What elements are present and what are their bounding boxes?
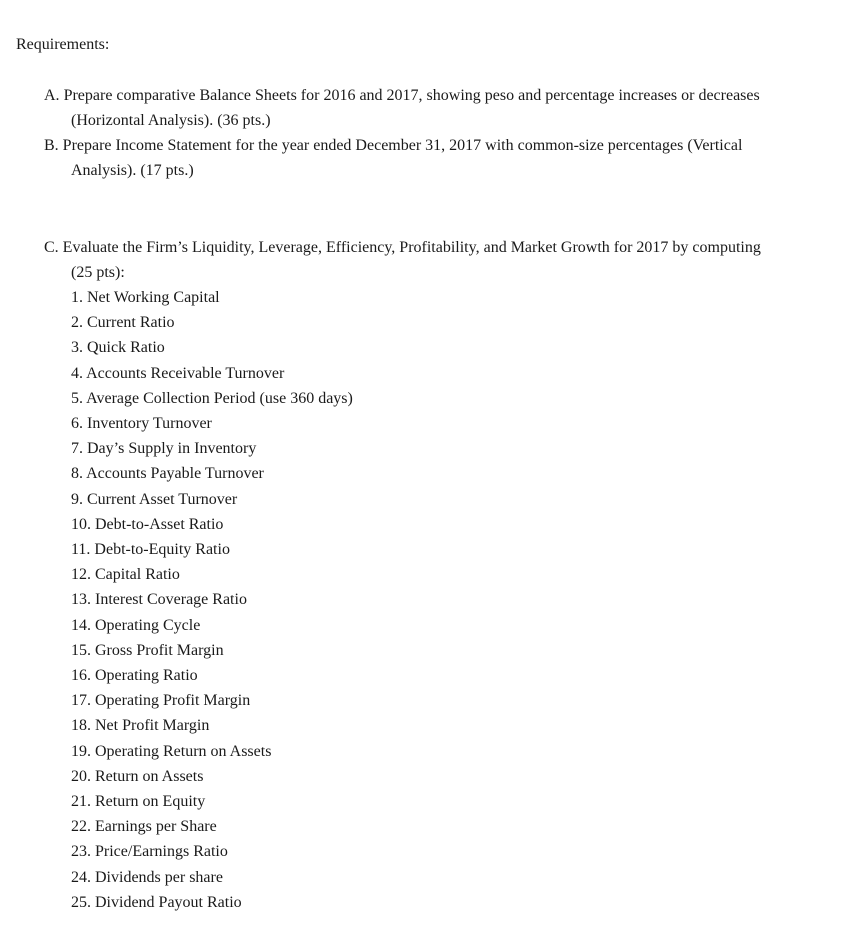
- requirement-b: [44, 133, 844, 183]
- ratio-item: 23. Price/Earnings Ratio: [71, 843, 228, 861]
- ratio-item: 21. Return on Equity: [71, 793, 206, 811]
- ratio-item: 15. Gross Profit Margin: [71, 641, 224, 659]
- page-heading: Requirements:: [16, 36, 110, 53]
- ratio-item: 18. Net Profit Margin: [71, 717, 210, 735]
- requirement-text-continued: (Horizontal Analysis). (36 pts.): [71, 112, 271, 129]
- ratio-item: 3. Quick Ratio: [71, 339, 165, 357]
- requirement-a: [44, 83, 844, 133]
- requirement-c: [44, 235, 844, 915]
- requirement-text-continued: (25 pts):: [71, 264, 125, 281]
- requirement-text: Prepare comparative Balance Sheets for 2016 and 2017, showing peso and percentage increases or decreases: [63, 87, 760, 104]
- ratio-item: 24. Dividends per share: [71, 868, 223, 886]
- ratio-item: 11. Debt-to-Equity Ratio: [71, 541, 230, 559]
- ratio-item: 12. Capital Ratio: [71, 566, 180, 584]
- ratio-item: 25. Dividend Payout Ratio: [71, 893, 242, 911]
- ratio-item: 16. Operating Ratio: [71, 667, 198, 685]
- ratio-item: 19. Operating Return on Assets: [71, 742, 272, 760]
- ratio-item: 17. Operating Profit Margin: [71, 692, 251, 710]
- ratio-item: 2. Current Ratio: [71, 314, 175, 332]
- ratio-item: 22. Earnings per Share: [71, 818, 217, 836]
- ratio-list: [44, 285, 844, 915]
- ratio-item: 5. Average Collection Period (use 360 days): [71, 389, 353, 407]
- ratio-item: 8. Accounts Payable Turnover: [71, 465, 264, 483]
- requirement-text: Evaluate the Firm’s Liquidity, Leverage, Efficiency, Profitability, and Market Growth for 2017 by computing: [62, 239, 761, 256]
- ratio-item: 9. Current Asset Turnover: [71, 490, 238, 508]
- ratio-item: 7. Day’s Supply in Inventory: [71, 440, 257, 458]
- ratio-item: 1. Net Working Capital: [71, 289, 220, 306]
- ratio-item: 20. Return on Assets: [71, 767, 204, 785]
- requirement-letter: C.: [44, 239, 59, 256]
- requirement-text: Prepare Income Statement for the year ended December 31, 2017 with common-size percentages (Vertical: [62, 137, 743, 154]
- ratio-item: 10. Debt-to-Asset Ratio: [71, 515, 224, 533]
- ratio-item: 4. Accounts Receivable Turnover: [71, 364, 285, 382]
- ratio-item: 13. Interest Coverage Ratio: [71, 591, 247, 609]
- requirement-letter: B.: [44, 137, 59, 154]
- requirement-text-continued: Analysis). (17 pts.): [71, 162, 194, 179]
- ratio-item: 6. Inventory Turnover: [71, 415, 212, 433]
- ratio-item: 14. Operating Cycle: [71, 616, 201, 634]
- requirement-letter: A.: [44, 87, 60, 104]
